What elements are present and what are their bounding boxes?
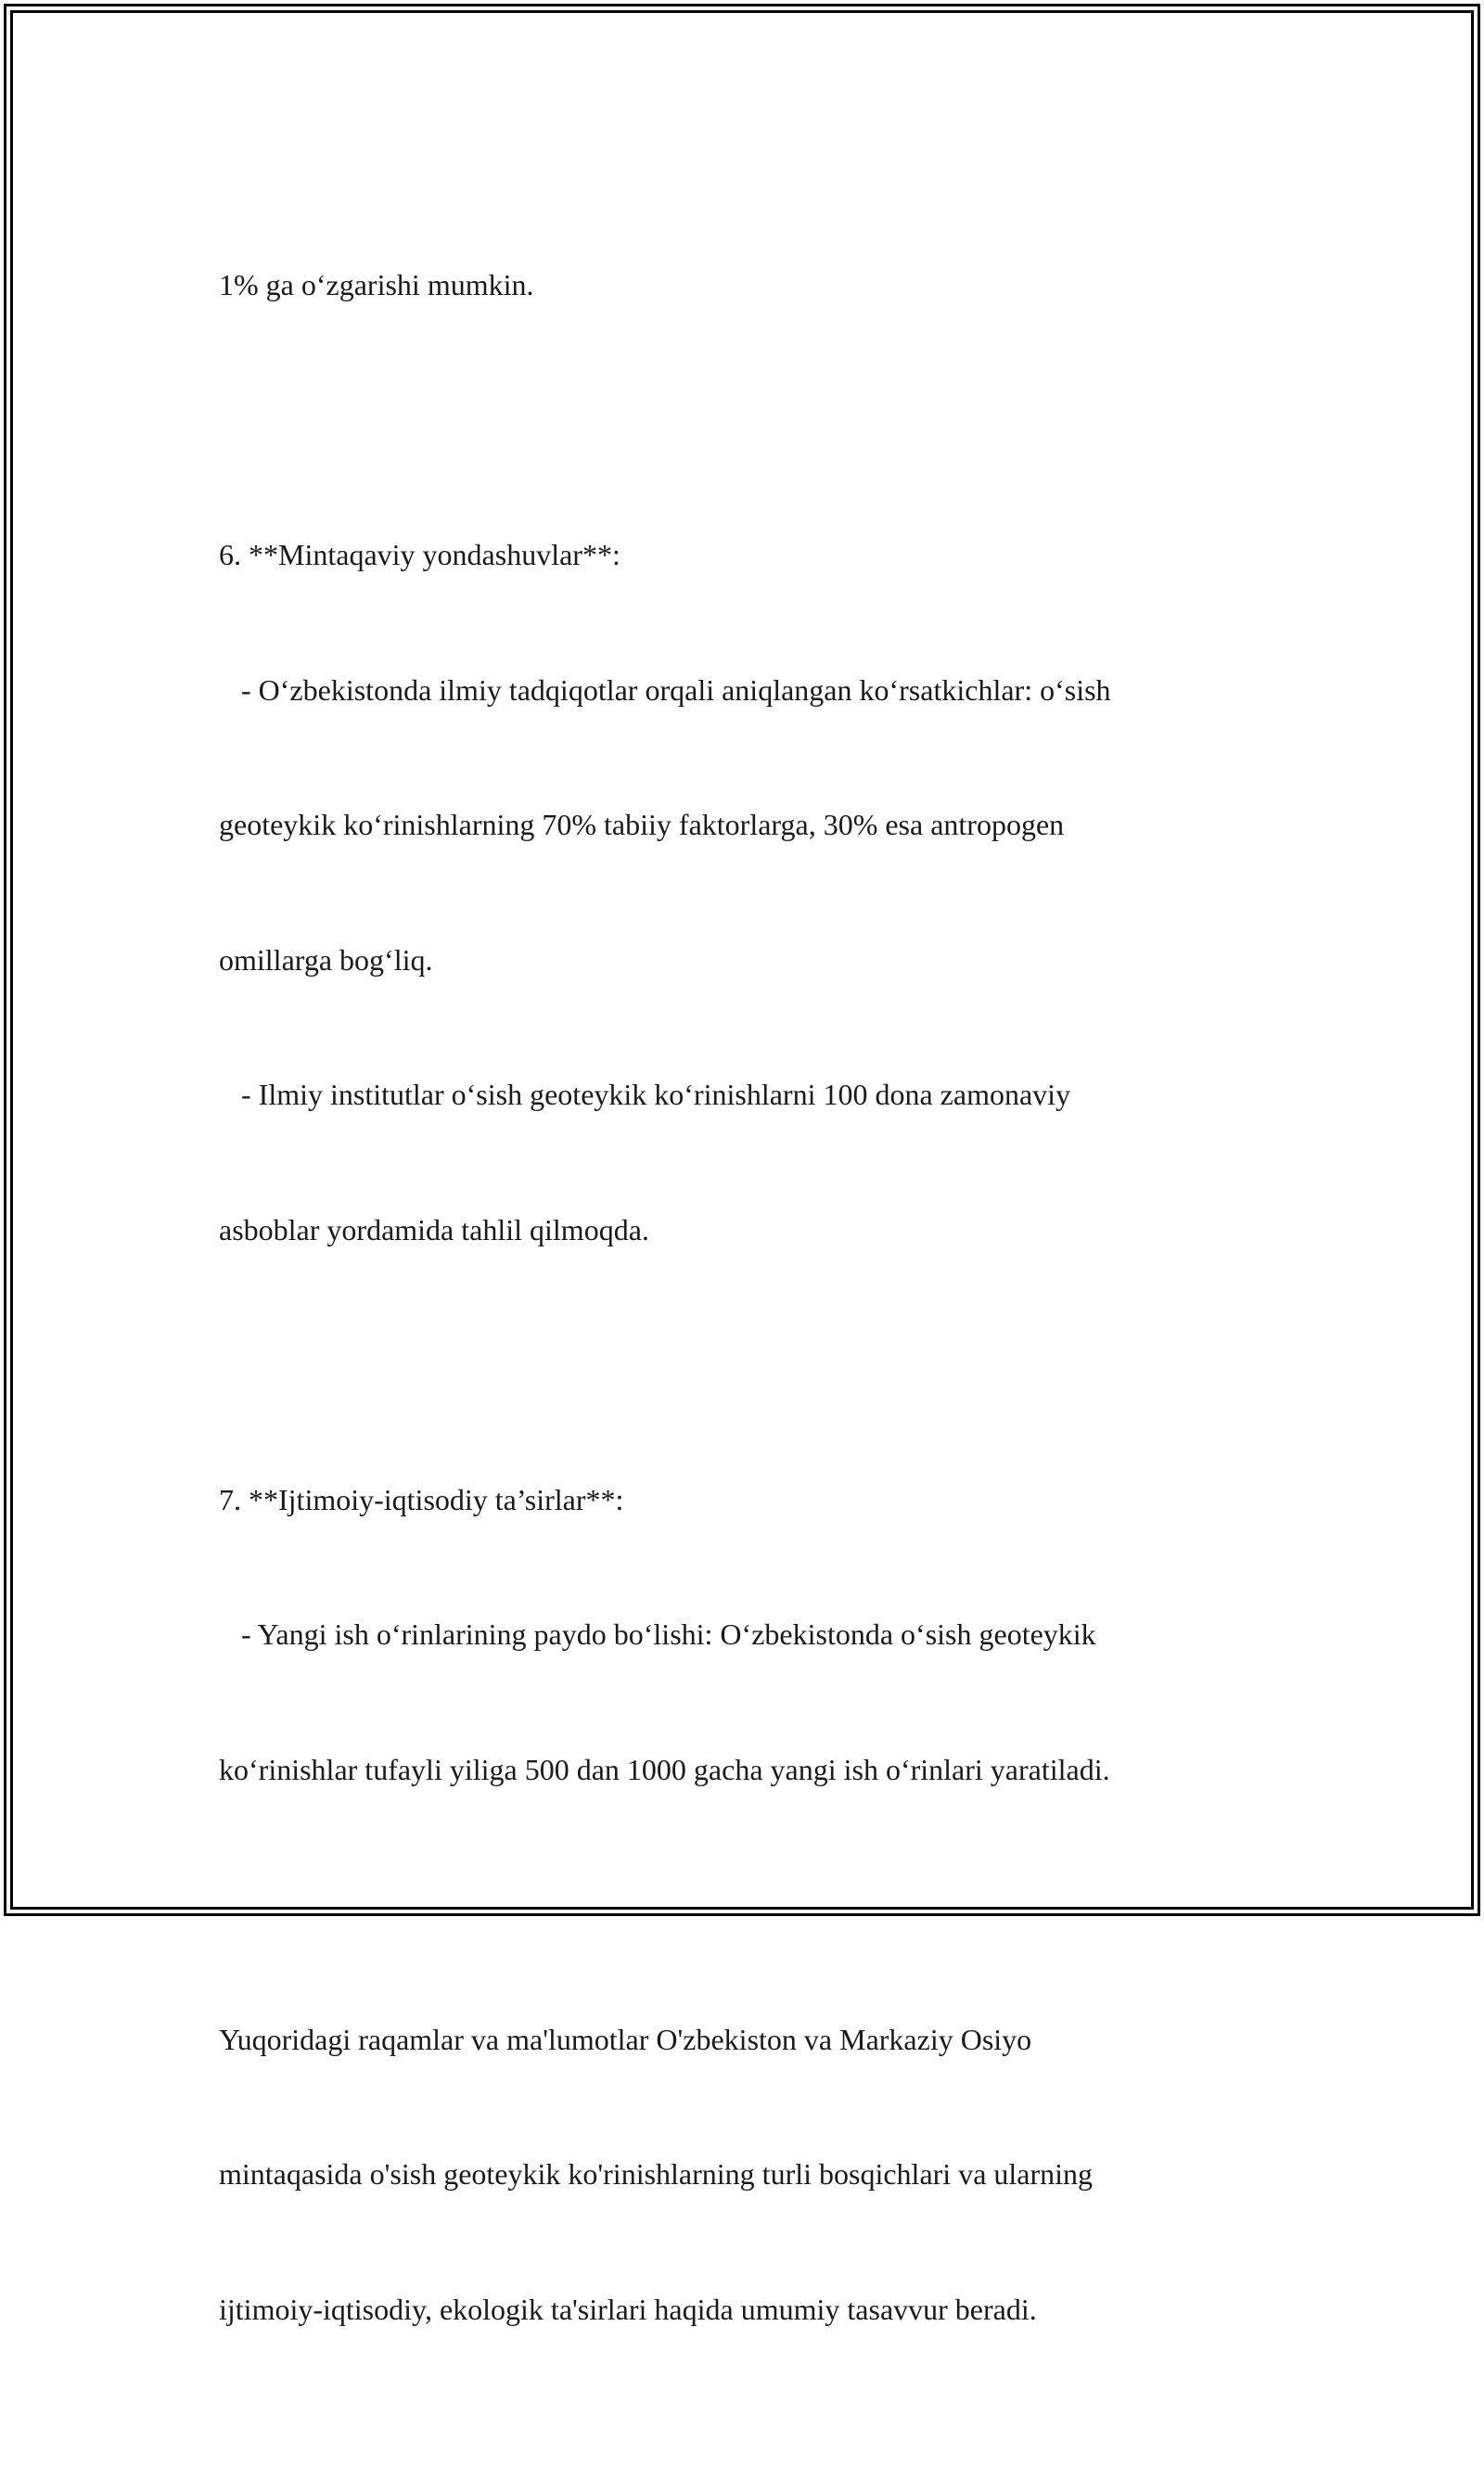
text-line: geoteykik ko‘rinishlarning 70% tabiiy faktorlarga, 30% esa antropogen: [219, 808, 1065, 841]
text-line: asboblar yordamida tahlil qilmoqda.: [219, 1212, 649, 1246]
section-7-socioeconomic-impacts: [219, 1387, 1267, 1883]
text-line: - O‘zbekistonda ilmiy tadqiqotlar orqali aniqlangan ko‘rsatkichlar: o‘sish: [219, 672, 1111, 707]
paragraph-continuation: [219, 173, 1267, 398]
text-line: omillarga bog‘liq.: [219, 942, 433, 977]
text-line: - Ilmiy institutlar o‘sish geoteykik ko‘rinishlarni 100 dona zamonaviy: [219, 1078, 1071, 1111]
text-line: Yuqoridagi raqamlar va ma'lumotlar O'zbekiston va Markaziy Osiyo: [219, 2022, 1032, 2056]
section-heading: 7. **Ijtimoiy-iqtisodiy ta’sirlar**:: [219, 1482, 624, 1516]
section-6-regional-approaches: [219, 442, 1267, 1342]
text-line: 1% ga o‘zgarishi mumkin.: [219, 268, 534, 301]
text-line: ko‘rinishlar tufayli yiliga 500 dan 1000 gacha yangi ish o‘rinlari yaratiladi.: [219, 1752, 1110, 1786]
text-line: - Yangi ish o‘rinlarining paydo bo‘lishi: O‘zbekistonda o‘sish geoteykik: [219, 1617, 1096, 1651]
document-body: [219, 173, 1267, 2467]
text-line: ijtimoiy-iqtisodiy, ekologik ta'sirlari haqida umumiy tasavvur beradi.: [219, 2292, 1037, 2326]
section-heading: 6. **Mintaqaviy yondashuvlar**:: [219, 538, 620, 571]
conclusion-paragraph: [219, 1927, 1267, 2422]
text-line: mintaqasida o'sish geoteykik ko'rinishlarning turli bosqichlari va ularning: [219, 2157, 1094, 2191]
